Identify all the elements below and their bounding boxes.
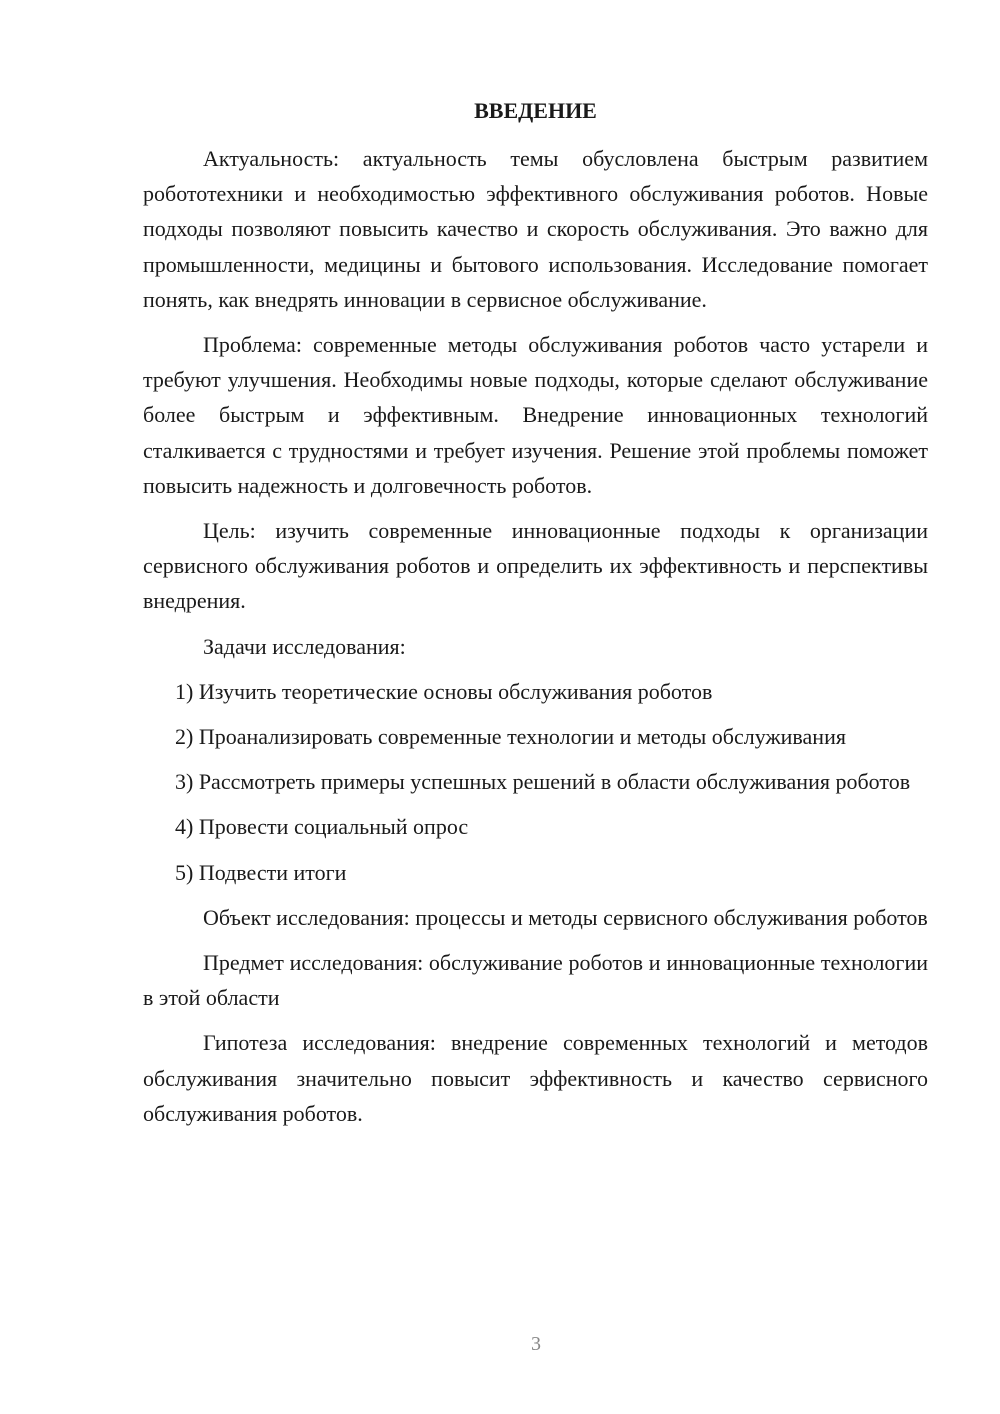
hypothesis-paragraph: Гипотеза исследования: внедрение современных технологий и методов обслуживания значительно повысит эффективность и качество сервисного обслуживания роботов. [143, 1030, 928, 1126]
task-item-5: 5) Подвести итоги [175, 859, 347, 885]
task-item-1: 1) Изучить теоретические основы обслуживания роботов [175, 678, 713, 704]
task-item-4: 4) Провести социальный опрос [175, 814, 469, 840]
goal-paragraph: Цель: изучить современные инновационные подходы к организации сервисного обслуживания роботов и определить их эффективность и перспективы внедрения. [143, 518, 928, 614]
problem-paragraph: Проблема: современные методы обслуживания роботов часто устарели и требуют улучшения. Необходимы новые подходы, которые сделают обслуживание более быстрым и эффективным. Внедрение инновационных технологий сталкивается с трудностями и требует изучения. Решение этой проблемы поможет повысить надежность и долговечность роботов. [143, 332, 928, 498]
task-item-2: 2) Проанализировать современные технологии и методы обслуживания [175, 724, 846, 750]
tasks-list [143, 674, 928, 890]
task-item-3: 3) Рассмотреть примеры успешных решений в области обслуживания роботов [175, 769, 911, 795]
subject-paragraph: Предмет исследования: обслуживание роботов и инновационные технологии в этой области [143, 950, 928, 1011]
page-content [143, 93, 928, 1141]
page-number: 3 [531, 1333, 541, 1355]
page-title: ВВЕДЕНИЕ [474, 98, 597, 123]
tasks-heading: Задачи исследования: [203, 633, 406, 659]
object-paragraph: Объект исследования: процессы и методы сервисного обслуживания роботов [203, 904, 928, 930]
relevance-paragraph: Актуальность: актуальность темы обусловлена быстрым развитием робототехники и необходимостью эффективного обслуживания роботов. Новые подходы позволяют повысить качество и скорость обслуживания. Это важно для промышленности, медицины и бытового использования. Исследование помогает понять, как внедрять инновации в сервисное обслуживание. [143, 146, 928, 312]
